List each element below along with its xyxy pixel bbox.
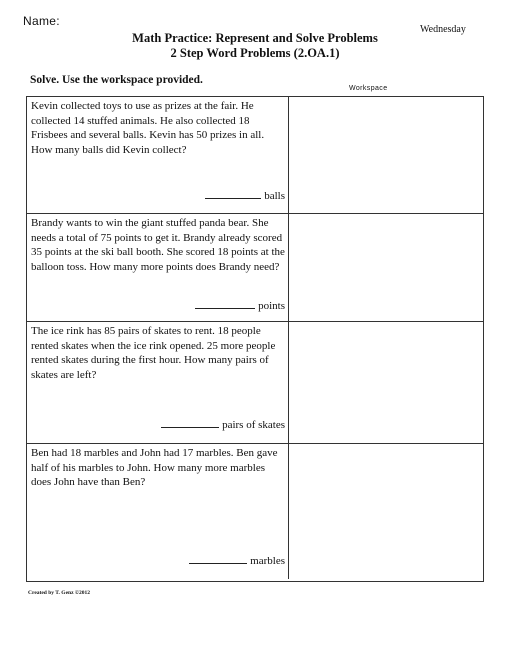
problem-cell-4 xyxy=(27,444,289,579)
workspace-cell-2[interactable] xyxy=(289,214,483,322)
answer-line-4[interactable] xyxy=(189,554,285,567)
answer-line-3[interactable] xyxy=(161,418,285,431)
answer-blank xyxy=(195,299,255,309)
problem-cell-2 xyxy=(27,214,289,322)
problem-table xyxy=(26,96,484,582)
instructions: Solve. Use the workspace provided. xyxy=(30,74,203,86)
problem-cell-3 xyxy=(27,322,289,444)
answer-blank xyxy=(161,418,219,428)
worksheet-subtitle: 2 Step Word Problems (2.OA.1) xyxy=(170,46,340,60)
workspace-column-header: Workspace xyxy=(349,85,388,92)
problem-text-3: The ice rink has 85 pairs of skates to rent. 18 people rented skates when the ice rink opened. 25 more people rented skates during the first hour. How many pairs of skates are left? xyxy=(31,325,276,381)
answer-blank xyxy=(189,554,247,564)
workspace-cell-3[interactable] xyxy=(289,322,483,444)
workspace-cell-4[interactable] xyxy=(289,444,483,579)
day-label: Wednesday xyxy=(420,24,466,35)
answer-unit-3: pairs of skates xyxy=(222,419,285,431)
problem-cell-1 xyxy=(27,97,289,214)
copyright-footer: Created by T. Genz ©2012 xyxy=(28,590,91,596)
problem-text-4: Ben had 18 marbles and John had 17 marbles. Ben gave half of his marbles to John. How many more marbles does John have than Ben? xyxy=(31,447,278,489)
problem-text-1: Kevin collected toys to use as prizes at the fair. He collected 14 stuffed animals. He also collected 18 Frisbees and several balls. Kevin has 50 prizes in all. How many balls did Kevin collect? xyxy=(31,100,265,156)
answer-unit-2: points xyxy=(258,300,285,312)
answer-unit-1: balls xyxy=(264,190,285,202)
worksheet-title: Math Practice: Represent and Solve Problems xyxy=(132,31,378,45)
workspace-cell-1[interactable] xyxy=(289,97,483,214)
problem-text-2: Brandy wants to win the giant stuffed panda bear. She needs a total of 75 points to get it. Brandy already scored 35 points at the ski ball booth. She scored 18 points at the balloon toss. How many more points does Brandy need? xyxy=(31,217,285,273)
answer-line-2[interactable] xyxy=(195,299,285,312)
answer-line-1[interactable] xyxy=(205,189,285,202)
answer-blank xyxy=(205,189,261,199)
answer-unit-4: marbles xyxy=(250,555,285,567)
name-label: Name: xyxy=(23,14,60,28)
